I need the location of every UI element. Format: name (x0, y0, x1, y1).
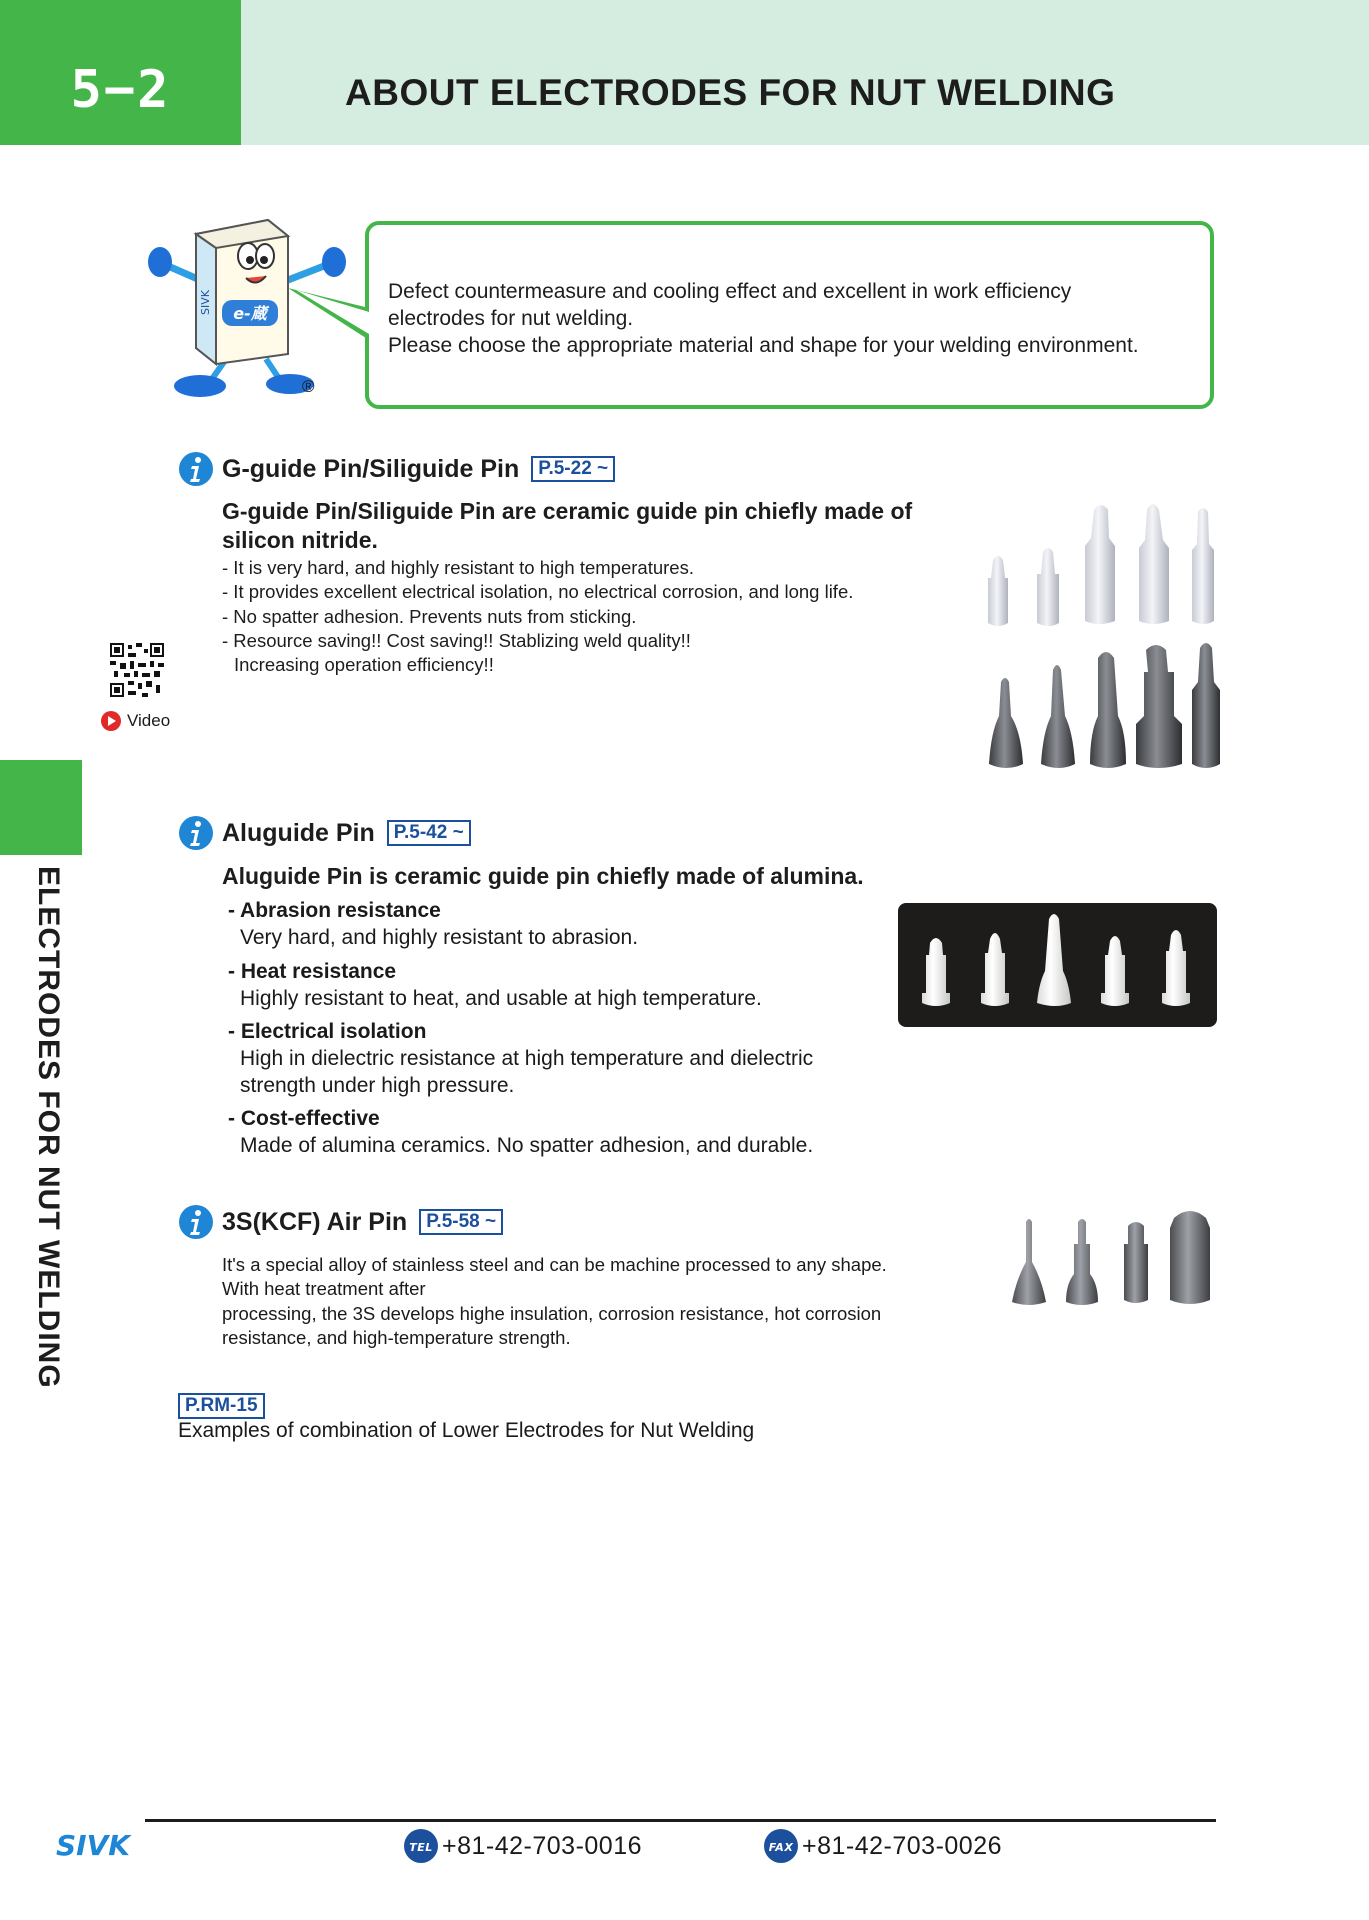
company-logo (56, 1831, 160, 1859)
feature-title: - Cost-effective (228, 1107, 380, 1130)
aluguide-lead: Aluguide Pin is ceramic guide pin chiefly made of alumina. (222, 863, 864, 889)
mascot-brand: SIVK (199, 290, 212, 315)
list-item: - It provides excellent electrical isolation, no electrical corrosion, and long life. (222, 581, 854, 603)
gguide-page-ref[interactable]: P.5-22 ~ (531, 456, 615, 482)
feature-abrasion (228, 898, 868, 951)
mascot-label: e-蔵 (233, 304, 267, 323)
gguide-bullets (222, 556, 853, 677)
airpin-description: It's a special alloy of stainless steel and can be machine processed to any shape. With heat treatment after processing, the 3S develops highe insulation, corrosion resistance, hot corrosion resistance, and high-temperature strength. (222, 1254, 887, 1348)
svg-text:FAX: FAX (768, 1841, 794, 1854)
qr-code[interactable] (110, 643, 164, 697)
list-item: - No spatter adhesion. Prevents nuts from sticking. (222, 605, 637, 627)
list-item: Increasing operation efficiency!! (234, 654, 494, 676)
aluguide-heading (178, 815, 471, 851)
tel-contact[interactable] (403, 1828, 642, 1864)
info-icon (178, 815, 214, 851)
registered-mark: ® (302, 377, 315, 396)
feature-heat (228, 959, 868, 1012)
gguide-product-photo (980, 500, 1220, 775)
feature-desc: Highly resistant to heat, and usable at high temperature. (240, 987, 762, 1010)
svg-text:SIVK: SIVK (56, 1831, 130, 1859)
fax-contact[interactable] (763, 1828, 1002, 1864)
gguide-heading (178, 451, 615, 487)
feature-isolation (228, 1019, 868, 1099)
info-icon (178, 1204, 214, 1240)
footer-divider (145, 1819, 1216, 1822)
rm-reference-text: Examples of combination of Lower Electrodes for Nut Welding (178, 1419, 755, 1442)
feature-cost (228, 1106, 868, 1159)
feature-title: - Electrical isolation (228, 1020, 427, 1043)
feature-title: - Abrasion resistance (228, 899, 441, 922)
gguide-lead: G-guide Pin/Siliguide Pin are ceramic guide pin chiefly made of silicon nitride. (222, 498, 913, 553)
feature-desc: Made of alumina ceramics. No spatter adhesion, and durable. (240, 1134, 814, 1157)
side-tab-label: ELECTRODES FOR NUT WELDING (32, 866, 65, 1389)
fax-number: +81-42-703-0026 (802, 1831, 1003, 1860)
airpin-page-ref[interactable]: P.5-58 ~ (419, 1209, 503, 1235)
rm-reference (178, 1393, 265, 1419)
page-title: ABOUT ELECTRODES FOR NUT WELDING (345, 72, 1116, 113)
callout-pointer (288, 278, 372, 348)
video-label: Video (127, 711, 171, 730)
airpin-title: 3S(KCF) Air Pin (222, 1207, 408, 1236)
feature-title: - Heat resistance (228, 960, 397, 983)
section-number: 5−2 (0, 0, 241, 145)
aluguide-title: Aluguide Pin (222, 818, 375, 847)
airpin-product-photo (1008, 1208, 1220, 1308)
rm-page-ref[interactable]: P.RM-15 (178, 1393, 265, 1419)
aluguide-page-ref[interactable]: P.5-42 ~ (387, 820, 471, 846)
list-item: - Resource saving!! Cost saving!! Stablizing weld quality!! (222, 629, 691, 651)
svg-text:TEL: TEL (409, 1841, 433, 1854)
tel-number: +81-42-703-0016 (442, 1831, 643, 1860)
feature-desc: strength under high pressure. (240, 1074, 515, 1097)
video-link[interactable] (100, 710, 170, 732)
feature-desc: High in dielectric resistance at high temperature and dielectric (240, 1047, 814, 1070)
fax-icon (763, 1828, 799, 1864)
info-icon (178, 451, 214, 487)
airpin-heading (178, 1204, 503, 1240)
intro-text: Defect countermeasure and cooling effect and excellent in work efficiency electrodes for nut welding. Please choose the appropriate material and shape for your welding environment. (388, 280, 1139, 357)
gguide-title: G-guide Pin/Siliguide Pin (222, 454, 520, 483)
tel-icon (403, 1828, 439, 1864)
play-icon (100, 710, 122, 732)
feature-desc: Very hard, and highly resistant to abrasion. (240, 926, 639, 949)
aluguide-product-photo (898, 903, 1217, 1027)
list-item: - It is very hard, and highly resistant to high temperatures. (222, 557, 694, 578)
side-tab-marker (0, 760, 82, 855)
